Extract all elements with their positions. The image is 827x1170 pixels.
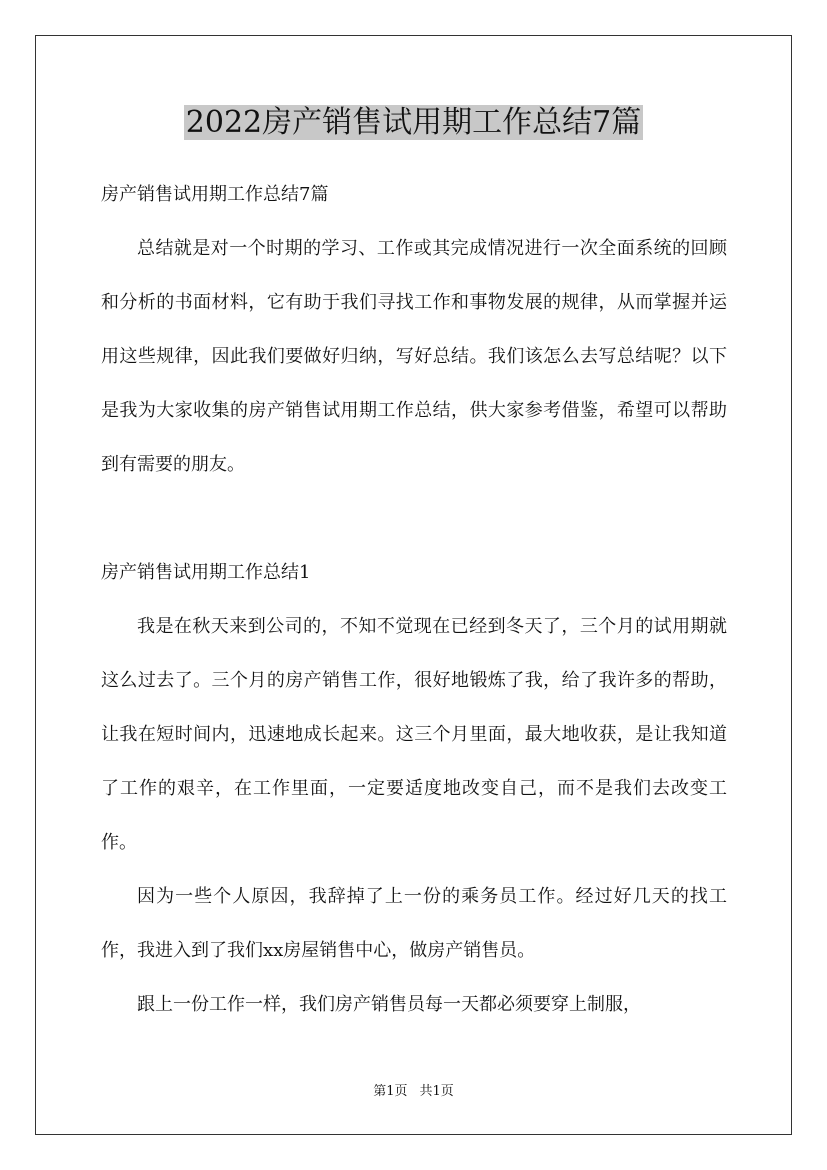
document-title: [0, 103, 827, 143]
intro-heading: 房产销售试用期工作总结7篇: [101, 184, 329, 205]
section-spacer: [101, 492, 727, 546]
document-body: [101, 168, 727, 1032]
page-footer: [0, 1083, 827, 1101]
document-title-text: 2022房产销售试用期工作总结7篇: [185, 105, 642, 140]
section1-heading: 房产销售试用期工作总结1: [101, 562, 311, 583]
page-number: 第1页: [373, 1084, 408, 1099]
page-total: 共1页: [419, 1084, 454, 1099]
section1-paragraph-3: 跟上一份工作一样，我们房产销售员每一天都必须要穿上制服，: [137, 994, 641, 1015]
section1-paragraph-2: 因为一些个人原因，我辞掉了上一份的乘务员工作。经过好几天的找工作，我进入到了我们xx房屋销售中心，做房产销售员。: [101, 886, 727, 961]
intro-paragraph: 总结就是对一个时期的学习、工作或其完成情况进行一次全面系统的回顾和分析的书面材料，它有助于我们寻找工作和事物发展的规律，从而掌握并运用这些规律，因此我们要做好归纳，写好总结。我们该怎么去写总结呢？以下是我为大家收集的房产销售试用期工作总结，供大家参考借鉴，希望可以帮助到有需要的朋友。: [101, 238, 727, 475]
section1-paragraph-1: 我是在秋天来到公司的，不知不觉现在已经到冬天了，三个月的试用期就这么过去了。三个月的房产销售工作，很好地锻炼了我，给了我许多的帮助，让我在短时间内，迅速地成长起来。这三个月里面，最大地收获，是让我知道了工作的艰辛，在工作里面，一定要适度地改变自己，而不是我们去改变工作。: [101, 616, 727, 853]
